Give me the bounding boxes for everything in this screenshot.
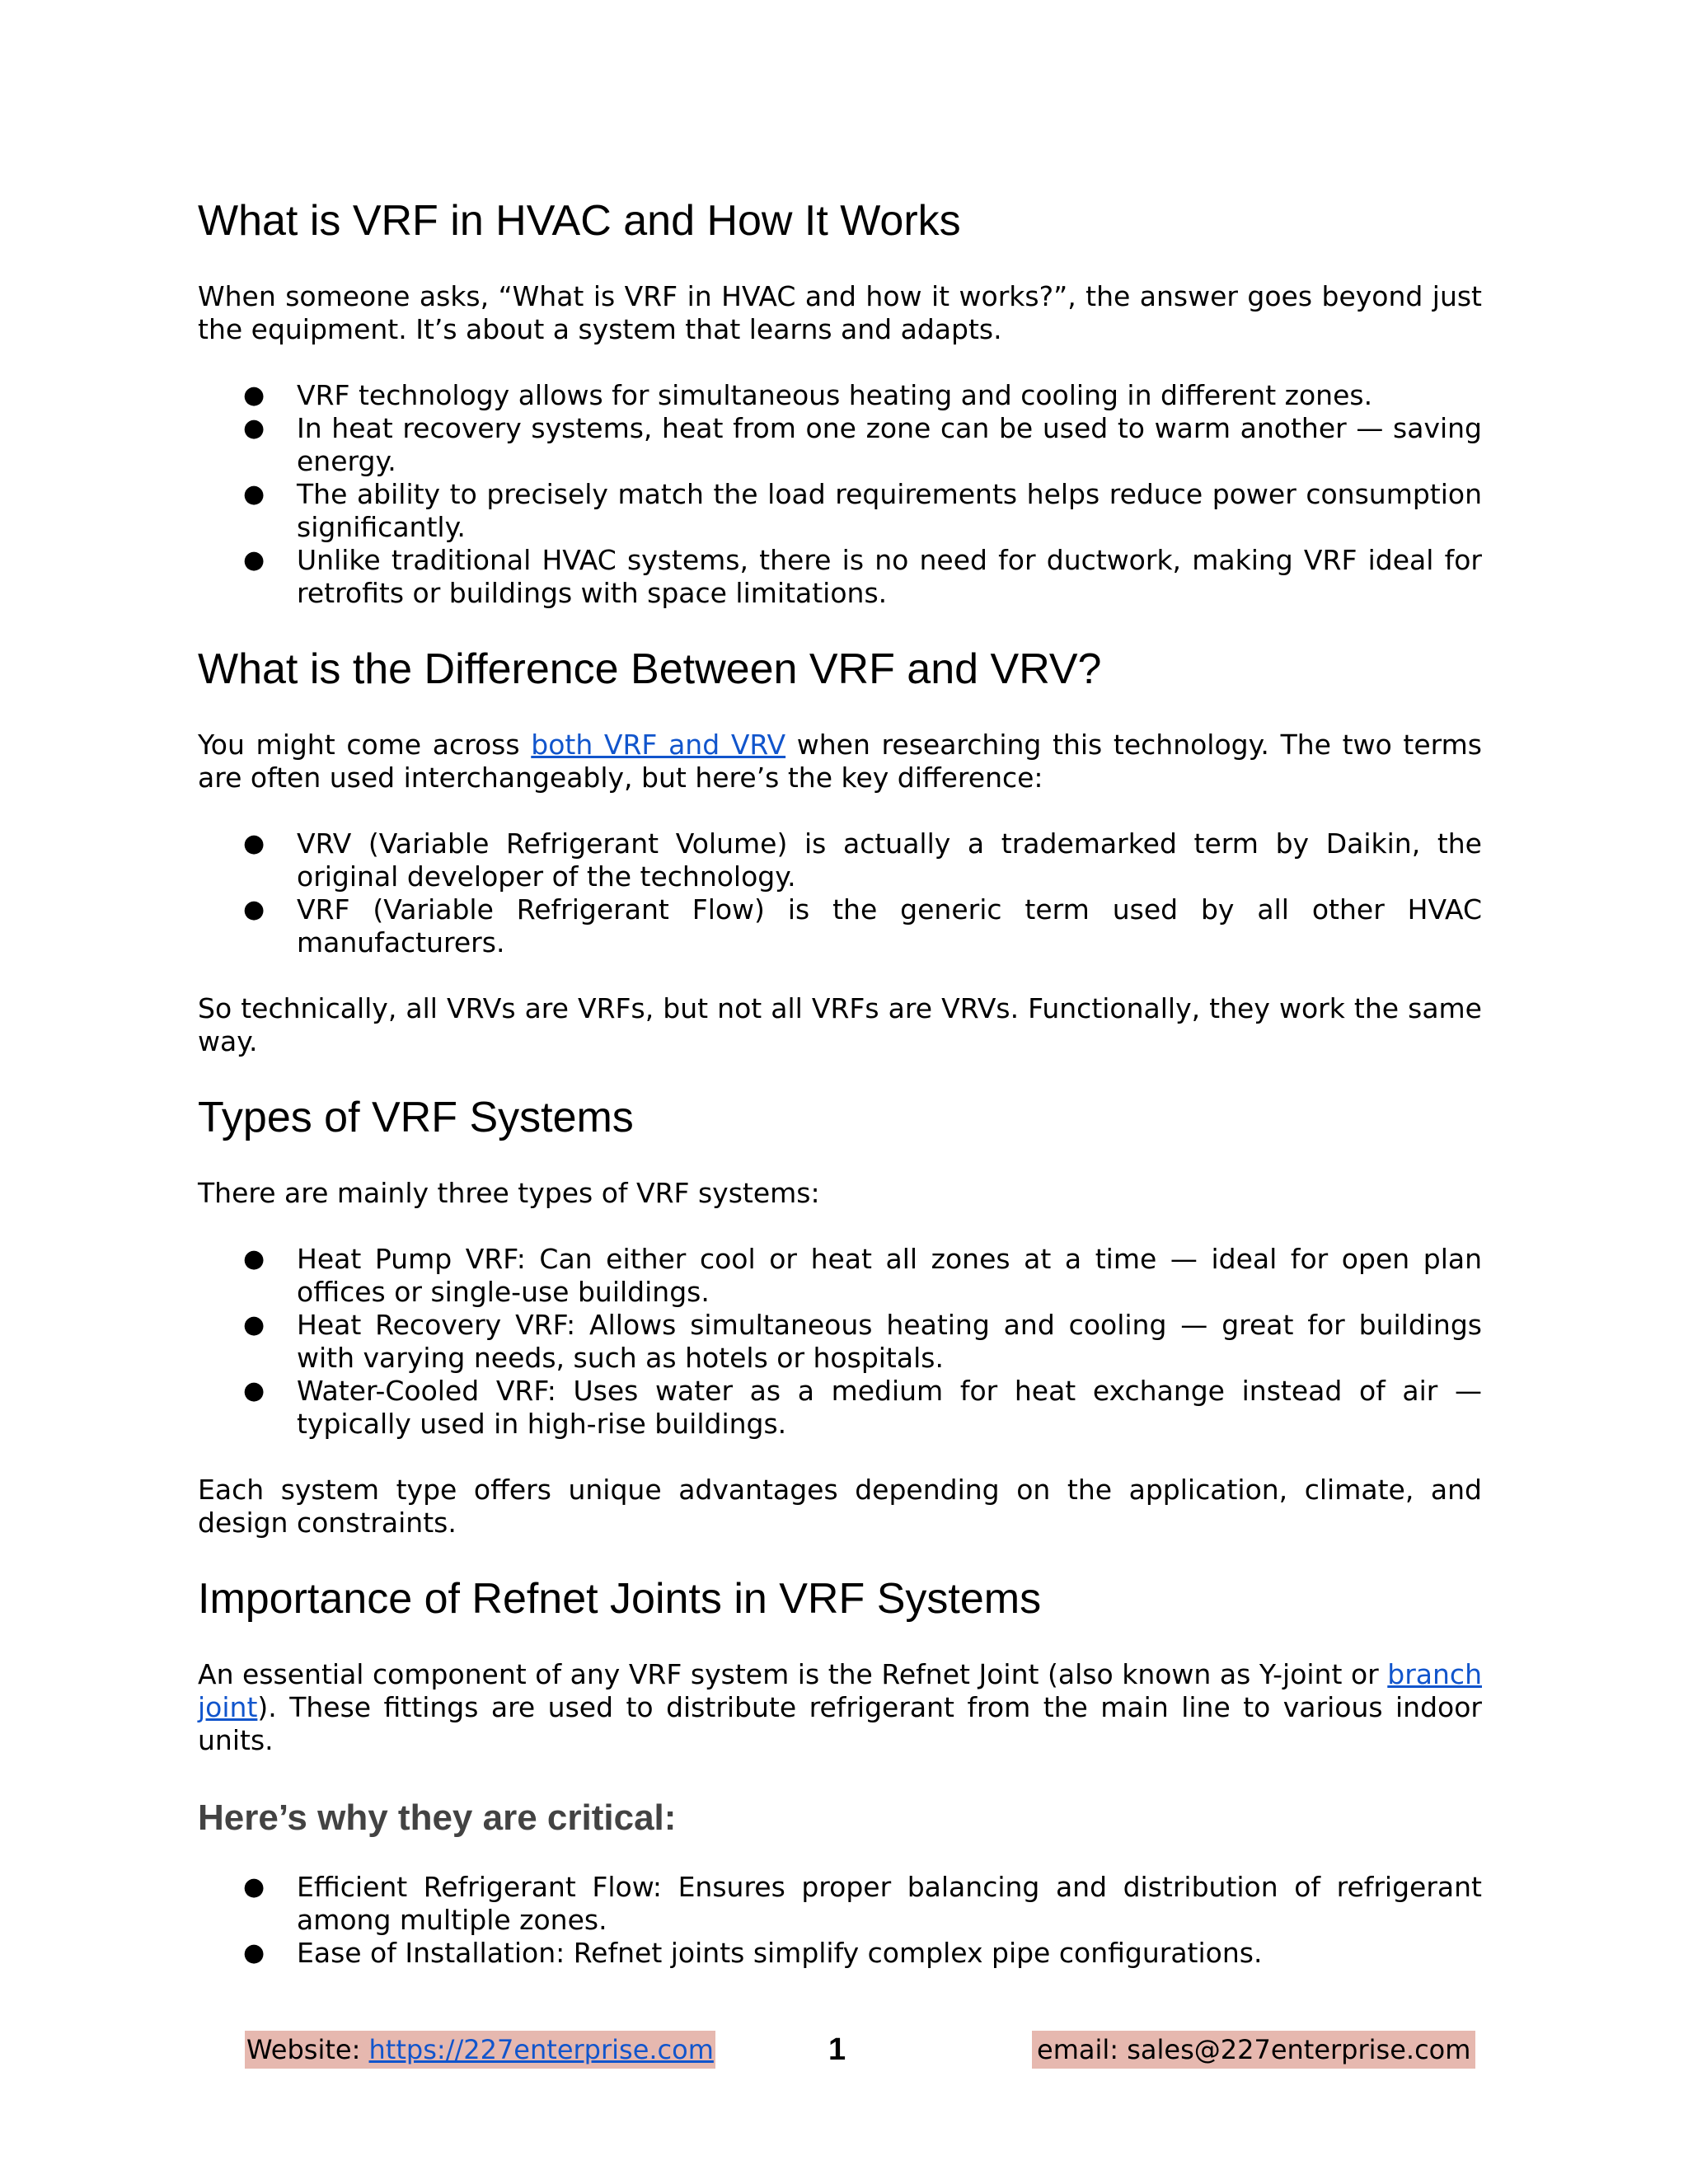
list-item: ● VRV (Variable Refrigerant Volume) is actually a trademarked term by Daikin, the original developer of the technology. xyxy=(243,827,1482,893)
list-item: ● Heat Recovery VRF: Allows simultaneous heating and cooling — great for buildings with varying needs, such as hotels or hospitals. xyxy=(243,1309,1482,1374)
list-item: ● VRF technology allows for simultaneous heating and cooling in different zones. xyxy=(243,379,1373,411)
bullet-icon: ● xyxy=(243,1938,265,1967)
bullet-icon: ● xyxy=(243,381,265,410)
page-number: 1 xyxy=(828,2032,846,2067)
footer-website: Website: https://227enterprise.com xyxy=(245,2031,715,2069)
heading-vrf-vs-vrv: What is the Difference Between VRF and VRV? xyxy=(198,645,1102,693)
bullet-icon: ● xyxy=(243,829,265,858)
bullet-list-vrf-vrv xyxy=(198,827,1482,959)
bullet-icon: ● xyxy=(243,895,265,924)
list-item: ● Efficient Refrigerant Flow: Ensures proper balancing and distribution of refrigerant among multiple zones. xyxy=(243,1871,1482,1936)
bullet-icon: ● xyxy=(243,1376,265,1405)
list-item: ● In heat recovery systems, heat from one zone can be used to warm another — saving energy. xyxy=(243,412,1482,477)
list-item: ● Heat Pump VRF: Can either cool or heat all zones at a time — ideal for open plan offices or single-use buildings. xyxy=(243,1243,1482,1308)
bullet-list-vrf-types xyxy=(198,1243,1482,1441)
list-item: ● Ease of Installation: Refnet joints simplify complex pipe configurations. xyxy=(243,1937,1263,1969)
bullet-icon: ● xyxy=(243,546,265,574)
link-branch-joint[interactable]: branch joint xyxy=(198,1658,1482,1723)
list-item: ● Unlike traditional HVAC systems, there is no need for ductwork, making VRF ideal for retrofits or buildings with space limitations. xyxy=(243,544,1482,609)
bullet-icon: ● xyxy=(243,1244,265,1273)
paragraph-refnet-intro: An essential component of any VRF system is the Refnet Joint (also known as Y-joint or branch joint). These fittings are used to distribute refrigerant from the main line to various indoor units. xyxy=(198,1658,1482,1756)
paragraph-types-conclusion: Each system type offers unique advantages depending on the application, climate, and design constraints. xyxy=(198,1474,1482,1539)
footer-email: email: sales@227enterprise.com xyxy=(1032,2031,1475,2069)
bullet-icon: ● xyxy=(243,1310,265,1339)
bullet-icon: ● xyxy=(243,414,265,443)
list-item: ● The ability to precisely match the load requirements helps reduce power consumption significantly. xyxy=(243,478,1482,543)
link-both-vrf-and-vrv[interactable]: both VRF and VRV xyxy=(531,729,786,761)
paragraph-types-intro: There are mainly three types of VRF systems: xyxy=(198,1177,820,1209)
footer-website-link[interactable]: https://227enterprise.com xyxy=(368,2034,714,2065)
paragraph-vrf-intro: When someone asks, “What is VRF in HVAC and how it works?”, the answer goes beyond just the equipment. It’s about a system that learns and adapts. xyxy=(198,280,1482,345)
bullet-list-refnet-benefits xyxy=(198,1871,1482,1970)
heading-what-is-vrf: What is VRF in HVAC and How It Works xyxy=(198,197,961,245)
paragraph-vrf-vrv-intro: You might come across both VRF and VRV when researching this technology. The two terms are often used interchangeably, but here’s the key difference: xyxy=(198,729,1482,794)
bullet-icon: ● xyxy=(243,480,265,509)
paragraph-vrf-vrv-conclusion: So technically, all VRVs are VRFs, but not all VRFs are VRVs. Functionally, they work the same way. xyxy=(198,992,1482,1057)
list-item: ● Water-Cooled VRF: Uses water as a medium for heat exchange instead of air — typically used in high-rise buildings. xyxy=(243,1375,1482,1440)
subheading-why-critical: Here’s why they are critical: xyxy=(198,1797,677,1838)
heading-types-of-vrf: Types of VRF Systems xyxy=(198,1094,634,1141)
bullet-icon: ● xyxy=(243,1872,265,1901)
list-item: ● VRF (Variable Refrigerant Flow) is the generic term used by all other HVAC manufacturers. xyxy=(243,893,1482,958)
heading-refnet-joints: Importance of Refnet Joints in VRF Systems xyxy=(198,1575,1042,1623)
bullet-list-vrf-features xyxy=(198,379,1482,610)
